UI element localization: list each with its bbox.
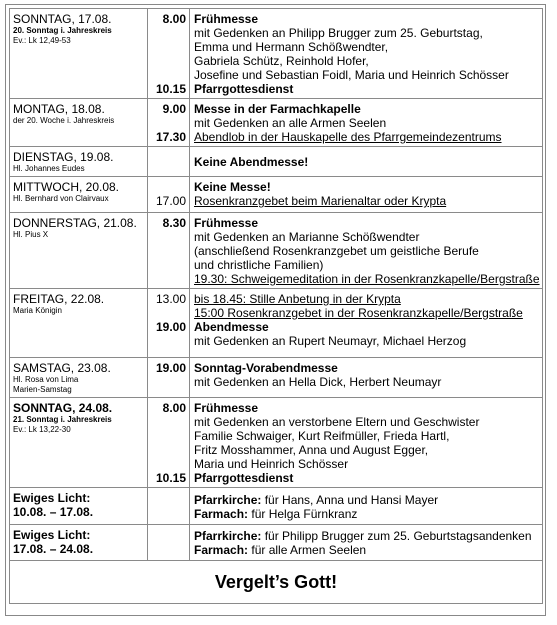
table-row: [10, 525, 543, 561]
service-line: (anschließend Rosenkranzgebet um geistliche Berufe: [194, 244, 479, 258]
eternal-light-title: Ewiges Licht:: [13, 491, 91, 505]
day-cell: [10, 398, 148, 488]
location-label: Farmach:: [194, 506, 249, 521]
day-subtitle: Hl. Bernhard von Clairvaux: [13, 194, 109, 203]
service-line: 15:00 Rosenkranzgebet in der Rosenkranzkapelle/Bergstraße: [194, 306, 523, 320]
table-row: [10, 289, 543, 358]
time-cell: [148, 525, 190, 561]
eternal-light-dates: 10.08. – 17.08.: [13, 505, 94, 519]
eternal-light-title: Ewiges Licht:: [13, 528, 91, 542]
gospel-reference: Ev.: Lk 12,49-53: [13, 36, 71, 45]
time-cell: [148, 177, 190, 213]
service-cell: [190, 177, 543, 213]
day-subtitle: der 20. Woche i. Jahreskreis: [13, 116, 115, 125]
dedication-text: für Helga Fürnkranz: [248, 506, 358, 521]
time-value: 8.00: [162, 401, 186, 415]
day-subtitle: Maria Königin: [13, 306, 62, 315]
day-name: SONNTAG, 17.08.: [13, 12, 112, 26]
gospel-reference: Ev.: Lk 13,22-30: [13, 425, 71, 434]
service-cell: [190, 213, 543, 289]
closing-thanks: Vergelt’s Gott!: [10, 561, 543, 604]
table-row: [10, 99, 543, 147]
service-line: mit Gedenken an verstorbene Eltern und Geschwister: [194, 415, 480, 429]
service-line: mit Gedenken an Rupert Neumayr, Michael Herzog: [194, 334, 467, 348]
service-title: Sonntag-Vorabendmesse: [194, 361, 338, 375]
service-line: Emma und Hermann Schößwendter,: [194, 40, 389, 54]
table-row: [10, 488, 543, 525]
service-line: Maria und Heinrich Schösser: [194, 457, 349, 471]
table-row: [10, 561, 543, 604]
day-cell: [10, 289, 148, 358]
time-value: 13.00: [155, 292, 186, 306]
service-title: Pfarrgottesdienst: [194, 471, 294, 485]
time-value: 8.00: [162, 12, 186, 26]
eternal-light-dates: 17.08. – 24.08.: [13, 542, 94, 556]
day-name: MONTAG, 18.08.: [13, 102, 105, 116]
time-value: 8.30: [162, 216, 186, 230]
day-cell: [10, 147, 148, 177]
time-cell: [148, 358, 190, 398]
day-cell: [10, 358, 148, 398]
day-cell: [10, 177, 148, 213]
time-value: 17.00: [155, 194, 186, 208]
service-cell: [190, 525, 543, 561]
time-cell: [148, 99, 190, 147]
mass-schedule-table: [9, 8, 543, 604]
time-cell: [148, 398, 190, 488]
service-line: mit Gedenken an Marianne Schößwendter: [194, 230, 420, 244]
dedication-text: für Philipp Brugger zum 25. Geburtstagsandenken: [261, 529, 532, 543]
time-value: 19.00: [155, 320, 186, 334]
table-row: [10, 398, 543, 488]
service-cell: [190, 488, 543, 525]
dedication-text: für Hans, Anna und Hansi Mayer: [261, 492, 439, 507]
day-subtitle: 21. Sonntag i. Jahreskreis: [13, 415, 112, 424]
day-subtitle: Marien-Samstag: [13, 385, 72, 394]
service-line: Abendlob in der Hauskapelle des Pfarrgemeindezentrums: [194, 130, 502, 144]
time-cell: [148, 147, 190, 177]
eternal-light-label: [10, 488, 148, 525]
service-title: Keine Abendmesse!: [194, 155, 309, 169]
day-cell: [10, 99, 148, 147]
dedication-text: für alle Armen Seelen: [248, 543, 367, 557]
service-line: und christliche Familien): [194, 258, 324, 272]
table-row: [10, 213, 543, 289]
day-cell: [10, 213, 148, 289]
day-cell: [10, 9, 148, 99]
service-line: 19.30: Schweigemeditation in der Rosenkranzkapelle/Bergstraße: [194, 272, 540, 286]
service-cell: [190, 147, 543, 177]
time-value: 17.30: [155, 130, 186, 144]
eternal-light-label: [10, 525, 148, 561]
time-cell: [148, 488, 190, 525]
time-cell: [148, 289, 190, 358]
service-title: Keine Messe!: [194, 180, 271, 194]
service-line: mit Gedenken an Hella Dick, Herbert Neumayr: [194, 375, 442, 389]
service-line: mit Gedenken an Philipp Brugger zum 25. Geburtstag,: [194, 26, 483, 40]
service-line: mit Gedenken an alle Armen Seelen: [194, 116, 387, 130]
location-label: Farmach:: [194, 543, 249, 557]
service-cell: [190, 99, 543, 147]
service-cell: [190, 398, 543, 488]
service-title: Abendmesse: [194, 320, 269, 334]
day-name: MITTWOCH, 20.08.: [13, 180, 120, 194]
time-value: 10.15: [155, 82, 186, 96]
time-cell: [148, 213, 190, 289]
service-line: Gabriela Schütz, Reinhold Hofer,: [194, 54, 369, 68]
day-subtitle: 20. Sonntag i. Jahreskreis: [13, 26, 112, 35]
service-cell: [190, 358, 543, 398]
day-subtitle: Hl. Johannes Eudes: [13, 164, 85, 173]
day-name: SAMSTAG, 23.08.: [13, 361, 111, 375]
service-title: Frühmesse: [194, 216, 259, 230]
service-cell: [190, 289, 543, 358]
service-title: Pfarrgottesdienst: [194, 82, 294, 96]
time-value: 19.00: [155, 361, 186, 375]
service-cell: [190, 9, 543, 99]
service-line: Fritz Mosshammer, Anna und August Egger,: [194, 443, 429, 457]
time-cell: [148, 9, 190, 99]
table-row: [10, 9, 543, 99]
time-value: 10.15: [155, 471, 186, 485]
time-value: 9.00: [162, 102, 186, 116]
day-name: DIENSTAG, 19.08.: [13, 150, 114, 164]
day-subtitle: Hl. Rosa von Lima: [13, 375, 79, 384]
location-label: Pfarrkirche:: [194, 492, 262, 507]
table-row: [10, 177, 543, 213]
table-row: [10, 147, 543, 177]
service-line: bis 18.45: Stille Anbetung in der Krypta: [194, 292, 401, 306]
service-line: Josefine und Sebastian Foidl, Maria und Heinrich Schösser: [194, 68, 509, 82]
day-subtitle: Hl. Pius X: [13, 230, 49, 239]
service-title: Frühmesse: [194, 12, 259, 26]
service-title: Messe in der Farmachkapelle: [194, 102, 361, 116]
service-line: Rosenkranzgebet beim Marienaltar oder Krypta: [194, 194, 447, 208]
day-name: FREITAG, 22.08.: [13, 292, 105, 306]
location-label: Pfarrkirche:: [194, 529, 262, 543]
day-name: DONNERSTAG, 21.08.: [13, 216, 137, 230]
table-row: [10, 358, 543, 398]
service-title: Frühmesse: [194, 401, 259, 415]
service-line: Familie Schwaiger, Kurt Reifmüller, Frieda Hartl,: [194, 429, 450, 443]
day-name: SONNTAG, 24.08.: [13, 401, 113, 415]
